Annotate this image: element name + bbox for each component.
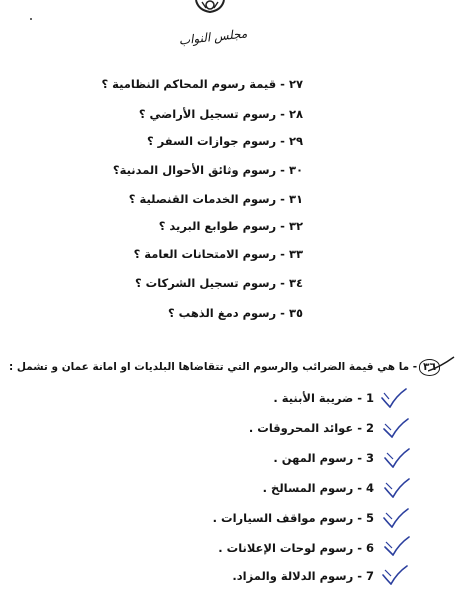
question-36: ٣٦- ما هي قيمة الضرائب والرسوم التي تتقاضاها البلديات او امانة عمان و تشمل :: [0, 355, 440, 379]
sub-item-number: 7: [365, 569, 374, 583]
sub-item-3: 3 - رسوم المهن .: [273, 451, 374, 465]
sub-item-4: 4 - رسوم المسالخ .: [262, 481, 374, 495]
sub-item-7: 7 - رسوم الدلالة والمزاد.: [232, 569, 374, 583]
question-line-31: ٣١ - رسوم الخدمات القنصلية ؟: [128, 192, 303, 206]
sub-item-number: 3: [365, 451, 374, 465]
check-mark-icon: [384, 536, 410, 556]
question-text: رسوم وثائق الأحوال المدنية؟: [112, 163, 277, 177]
question-text: رسوم الخدمات القنصلية ؟: [128, 192, 277, 206]
sub-item-number: 4: [365, 481, 374, 495]
question-text: رسوم جوازات السفر ؟: [146, 134, 277, 148]
question-line-33: ٣٣ - رسوم الامتحانات العامة ؟: [133, 247, 303, 261]
question-text: رسوم دمغ الذهب ؟: [167, 306, 277, 320]
check-mark-icon: [381, 388, 407, 408]
sub-item-text: رسوم المسالخ .: [262, 481, 354, 495]
sub-item-text: رسوم المهن .: [273, 451, 354, 465]
question-number: ٣٤: [288, 276, 303, 290]
question-number: ٢٧: [288, 77, 303, 91]
question-36-text: ما هي قيمة الضرائب والرسوم التي تتقاضاها البلديات او امانة عمان و تشمل :: [8, 361, 410, 373]
sub-item-number: 1: [365, 391, 374, 405]
check-mark-icon: [384, 448, 410, 468]
scan-speck: [30, 18, 32, 20]
question-number: ٣٣: [288, 247, 303, 261]
question-line-27: ٢٧ - قيمة رسوم المحاكم النظامية ؟: [101, 77, 303, 91]
sub-item-5: 5 - رسوم مواقف السيارات .: [212, 511, 374, 525]
emblem-icon: [190, 0, 230, 14]
check-mark-icon: [383, 418, 409, 438]
sub-item-number: 5: [365, 511, 374, 525]
question-line-30: ٣٠ - رسوم وثائق الأحوال المدنية؟: [112, 163, 303, 177]
check-mark-icon: [383, 508, 409, 528]
question-text: قيمة رسوم المحاكم النظامية ؟: [101, 77, 277, 91]
question-number: ٢٩: [288, 134, 303, 148]
sub-item-6: 6 - رسوم لوحات الإعلانات .: [218, 541, 374, 555]
sub-item-text: رسوم الدلالة والمزاد.: [232, 569, 354, 583]
check-mark-icon: [382, 565, 408, 585]
sub-item-text: عوائد المحروقات .: [248, 421, 354, 435]
question-line-28: ٢٨ - رسوم تسجيل الأراضي ؟: [138, 107, 303, 121]
sub-item-1: 1 - ضريبة الأبنية .: [273, 391, 374, 405]
question-number: ٢٨: [288, 107, 303, 121]
sub-item-text: رسوم لوحات الإعلانات .: [218, 541, 354, 555]
question-text: رسوم تسجيل الأراضي ؟: [138, 107, 277, 121]
question-number: ٣١: [288, 192, 303, 206]
sub-item-text: رسوم مواقف السيارات .: [212, 511, 354, 525]
sub-item-number: 2: [365, 421, 374, 435]
page-header: مجلس النواب: [178, 26, 248, 48]
question-number: ٣٥: [288, 306, 303, 320]
question-number: ٣٢: [288, 219, 303, 233]
question-number: ٣٠: [288, 163, 303, 177]
question-line-35: ٣٥ - رسوم دمغ الذهب ؟: [167, 306, 303, 320]
question-line-34: ٣٤ - رسوم تسجيل الشركات ؟: [134, 276, 303, 290]
question-text: رسوم الامتحانات العامة ؟: [133, 247, 277, 261]
pen-stroke-icon: [428, 355, 456, 375]
question-36-number: ٣٦: [419, 359, 440, 376]
question-line-32: ٣٢ - رسوم طوابع البريد ؟: [158, 219, 303, 233]
question-line-29: ٢٩ - رسوم جوازات السفر ؟: [146, 134, 303, 148]
question-text: رسوم طوابع البريد ؟: [158, 219, 277, 233]
sub-item-number: 6: [365, 541, 374, 555]
sub-item-text: ضريبة الأبنية .: [273, 391, 354, 405]
question-text: رسوم تسجيل الشركات ؟: [134, 276, 277, 290]
sub-item-2: 2 - عوائد المحروقات .: [248, 421, 374, 435]
check-mark-icon: [384, 478, 410, 498]
